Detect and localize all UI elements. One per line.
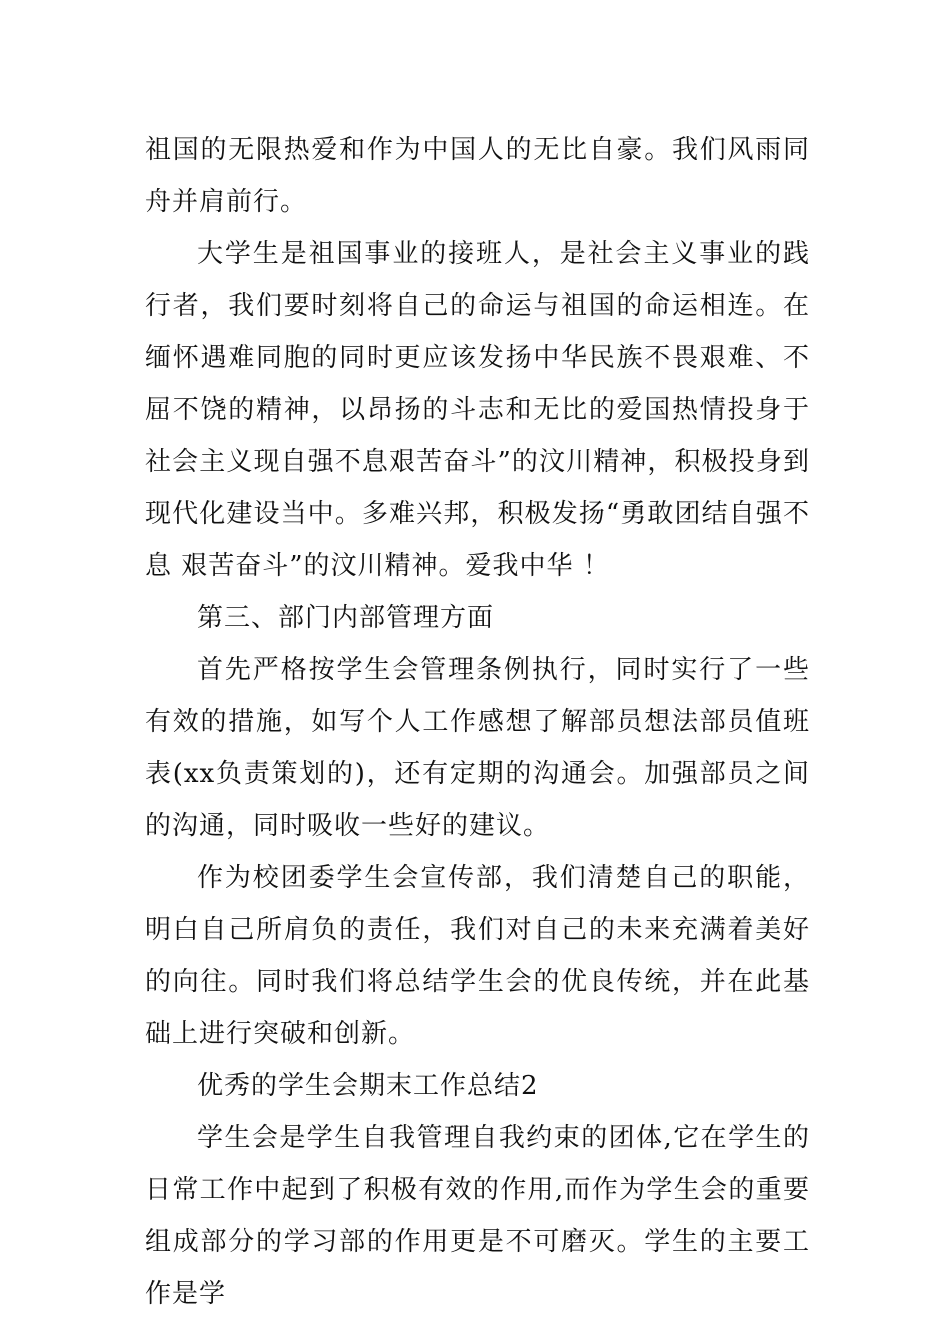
paragraph-study-department: 学生会是学生自我管理自我约束的团体,它在学生的日常工作中起到了积极有效的作用,而作为学生会的重要组成部分的学习部的作用更是不可磨灭。学生的主要工作是学 xyxy=(145,1123,810,1309)
document-body xyxy=(145,124,810,1320)
paragraph-continuation: 祖国的无限热爱和作为中国人的无比自豪。我们风雨同舟并肩前行。 xyxy=(145,135,810,217)
section-heading-internal-management: 第三、部门内部管理方面 xyxy=(197,603,495,633)
document-subtitle: 优秀的学生会期末工作总结2 xyxy=(197,1071,539,1101)
paragraph-patriotism: 大学生是祖国事业的接班人，是社会主义事业的践行者，我们要时刻将自己的命运与祖国的命运相连。在缅怀遇难同胞的同时更应该发扬中华民族不畏艰难、不屈不饶的精神，以昂扬的斗志和无比的爱国热情投身于社会主义现自强不息艰苦奋斗”的汶川精神，积极投身到现代化建设当中。多难兴邦，积极发扬“勇敢团结自强不息 艰苦奋斗”的汶川精神。爱我中华 ！ xyxy=(145,239,810,581)
paragraph-publicity-department: 作为校团委学生会宣传部，我们清楚自己的职能，明白自己所肩负的责任，我们对自己的未来充满着美好的向往。同时我们将总结学生会的优良传统，并在此基础上进行突破和创新。 xyxy=(145,863,810,1049)
paragraph-management-measures: 首先严格按学生会管理条例执行，同时实行了一些有效的措施，如写个人工作感想了解部员想法部员值班表(xx负责策划的)，还有定期的沟通会。加强部员之间的沟通，同时吸收一些好的建议。 xyxy=(145,655,810,841)
